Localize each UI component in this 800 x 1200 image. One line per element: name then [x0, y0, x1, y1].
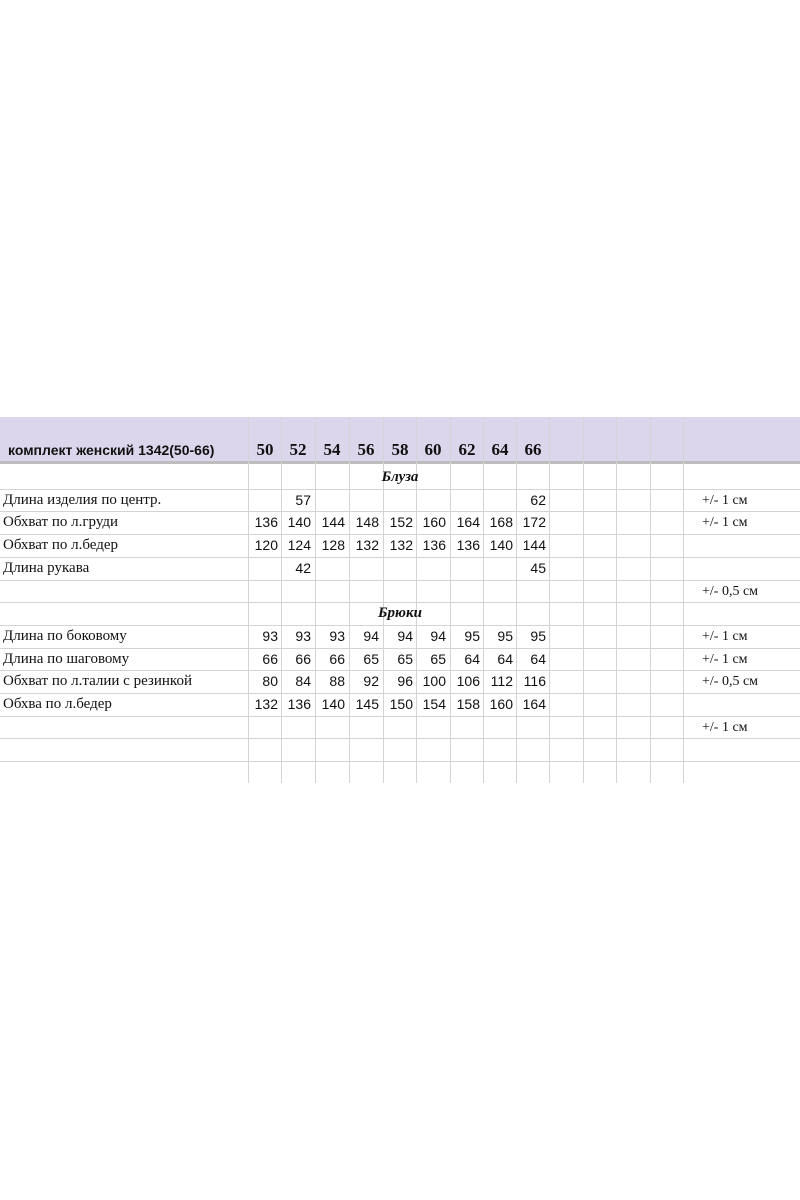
measurement-value: 66: [295, 650, 311, 667]
size-header-56: 56: [357, 440, 375, 459]
measurement-value: 80: [262, 673, 278, 690]
measurement-value: 93: [262, 627, 278, 644]
measurement-value: 65: [363, 650, 379, 667]
measurement-label: Обхват по л.бедер: [3, 537, 119, 554]
size-header-64: 64: [491, 440, 509, 459]
measurement-value: 144: [522, 537, 546, 554]
measurement-value: 160: [422, 514, 446, 531]
tolerance-value: +/- 1 см: [702, 719, 748, 735]
measurement-value: 145: [355, 696, 379, 712]
grid-row-line: [0, 738, 800, 739]
measurement-value: 66: [329, 650, 345, 667]
measurement-value: 84: [295, 673, 311, 690]
measurement-value: 65: [397, 650, 413, 667]
measurement-value: 93: [295, 627, 311, 644]
size-header-60: 60: [424, 440, 442, 459]
measurement-value: 164: [522, 696, 546, 712]
measurement-label: Длина по боковому: [3, 627, 127, 644]
measurement-value: 140: [287, 514, 311, 531]
measurement-label: Длина рукава: [3, 559, 90, 576]
grid-row-line: [0, 557, 800, 558]
measurement-value: 95: [530, 627, 546, 644]
measurement-value: 42: [295, 559, 311, 576]
tolerance-value: +/- 0,5 см: [702, 583, 759, 599]
measurement-value: 154: [422, 696, 446, 712]
measurement-value: 65: [430, 650, 446, 667]
measurement-value: 120: [254, 537, 278, 554]
measurement-value: 132: [389, 537, 413, 554]
grid-row-line: [0, 716, 800, 717]
measurement-value: 124: [287, 537, 311, 554]
header-separator: [0, 461, 800, 464]
measurement-value: 106: [456, 673, 480, 690]
tolerance-value: +/- 1 см: [702, 651, 748, 667]
measurement-label: Обхват по л.талии с резинкой: [3, 673, 192, 690]
measurement-value: 158: [456, 696, 480, 712]
measurement-label: Обхват по л.груди: [3, 514, 119, 531]
measurement-value: 94: [363, 627, 379, 644]
measurement-value: 93: [329, 627, 345, 644]
measurement-value: 152: [389, 514, 413, 531]
measurement-value: 148: [355, 514, 379, 531]
measurement-value: 66: [262, 650, 278, 667]
tolerance-value: +/- 0,5 см: [702, 674, 759, 690]
grid-row-line: [0, 580, 800, 581]
measurement-value: 92: [363, 673, 379, 690]
measurement-label: Обхва по л.бедер: [3, 696, 112, 712]
measurement-label: Длина изделия по центр.: [3, 491, 162, 508]
size-header-50: 50: [256, 440, 274, 459]
measurement-value: 168: [489, 514, 513, 531]
tolerance-value: +/- 1 см: [702, 628, 748, 644]
size-header-52: 52: [289, 440, 307, 459]
measurement-value: 45: [530, 559, 546, 576]
size-chart: [0, 417, 800, 783]
measurement-value: 112: [490, 673, 513, 690]
measurement-value: 95: [497, 627, 513, 644]
measurement-value: 64: [530, 650, 546, 667]
size-header-62: 62: [458, 440, 476, 459]
measurement-value: 136: [287, 696, 311, 712]
measurement-value: 57: [295, 491, 311, 508]
measurement-value: 172: [522, 514, 546, 531]
measurement-value: 140: [489, 537, 513, 554]
size-header-58: 58: [391, 440, 409, 459]
measurement-value: 132: [355, 537, 379, 554]
measurement-value: 95: [464, 627, 480, 644]
measurement-value: 96: [397, 673, 413, 690]
measurement-value: 116: [523, 673, 546, 690]
measurement-value: 136: [456, 537, 480, 554]
measurement-value: 136: [254, 514, 278, 531]
product-title: комплект женский 1342(50-66): [8, 442, 215, 458]
measurement-value: 64: [497, 650, 513, 667]
measurement-value: 150: [389, 696, 413, 712]
measurement-value: 100: [422, 673, 446, 690]
size-header-66: 66: [524, 440, 542, 459]
tolerance-value: +/- 1 см: [702, 492, 748, 508]
size-header-54: 54: [323, 440, 341, 459]
measurement-value: 94: [430, 627, 446, 644]
section-title: Брюки: [378, 605, 422, 622]
measurement-value: 160: [489, 696, 513, 712]
measurement-value: 128: [321, 537, 345, 554]
measurement-value: 62: [530, 491, 546, 508]
measurement-label: Длина по шаговому: [3, 650, 130, 667]
measurement-value: 144: [321, 514, 345, 531]
measurement-value: 136: [422, 537, 446, 554]
measurement-value: 164: [456, 514, 480, 531]
measurement-value: 140: [321, 696, 345, 712]
section-title: Блуза: [381, 469, 419, 485]
measurement-value: 132: [254, 696, 278, 712]
tolerance-value: +/- 1 см: [702, 515, 748, 531]
measurement-value: 94: [397, 627, 413, 644]
measurement-value: 88: [329, 673, 345, 690]
grid-row-line: [0, 761, 800, 762]
measurement-value: 64: [464, 650, 480, 667]
